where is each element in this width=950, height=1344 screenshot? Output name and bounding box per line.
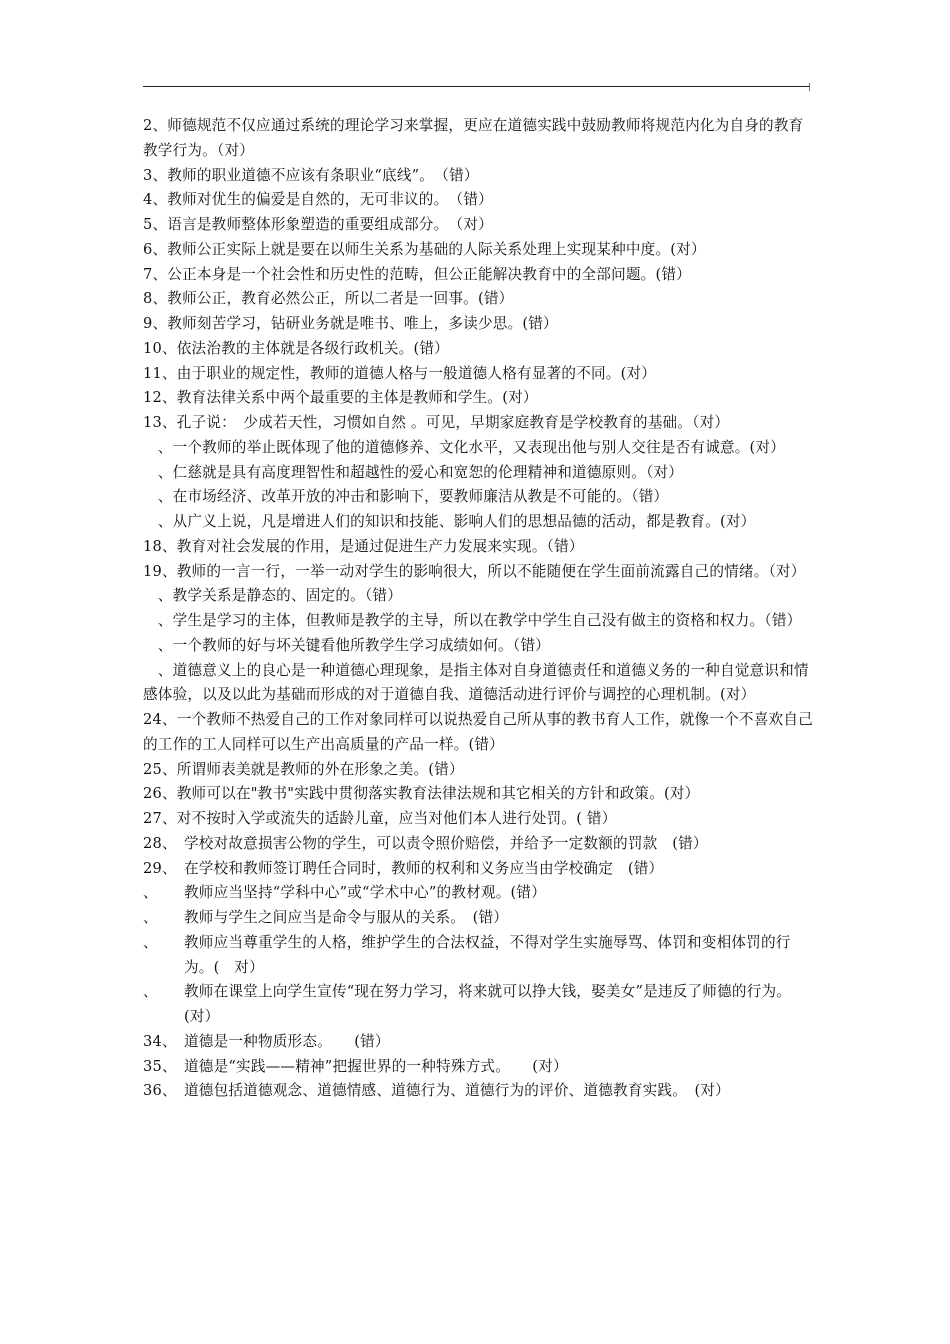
item-number: 、: [143, 884, 158, 902]
item-number: 、: [143, 488, 173, 506]
item-text: 道德是“实践——精神”把握世界的一种特殊方式。 (对）: [184, 1057, 568, 1075]
list-item: [143, 906, 813, 931]
item-number: 3、: [143, 166, 168, 184]
item-number: 25、: [143, 760, 177, 778]
item-number: 、: [143, 636, 173, 654]
list-item: [143, 609, 813, 634]
item-text: 教师对优生的偏爱是自然的，无可非议的。 （错）: [167, 191, 493, 209]
item-number: 6、: [143, 240, 168, 258]
list-item: [143, 634, 813, 659]
item-text: 语言是教师整体形象塑造的重要组成部分。 （对）: [167, 216, 493, 233]
item-text: 由于职业的规定性，教师的道德人格与一般道德人格有显著的不同。(对）: [176, 364, 657, 382]
list-item: [143, 535, 813, 560]
list-item: [143, 857, 813, 882]
item-number: 24、: [143, 711, 177, 728]
list-item: [143, 782, 813, 807]
item-number: 19、: [143, 562, 177, 580]
item-number: 34、: [143, 1032, 177, 1050]
list-item: [143, 312, 813, 337]
list-item: [143, 164, 813, 189]
list-item: [143, 832, 813, 857]
item-text: 教师可以在"教书"实践中贯彻落实教育法律法规和其它相关的方针和政策。(对）: [176, 785, 700, 803]
item-number: 、: [143, 463, 173, 481]
list-item: [143, 362, 813, 387]
list-item: [143, 263, 813, 288]
item-text: 依法治教的主体就是各级行政机关。(错）: [176, 339, 449, 357]
item-number: 13、: [143, 414, 177, 431]
item-text: 在学校和教师签订聘任合同时，教师的权利和义务应当由学校确定 (错）: [184, 859, 664, 877]
item-text: 道德意义上的良心是一种道德心理现象，是指主体对自身道德责任和道德义务的一种自觉意识和情感体验，以及以此为基础而形成的对于道德自我、道德活动进行评价与调控的心理机制。(对）: [143, 661, 809, 704]
list-item: [143, 980, 813, 1030]
list-item: [143, 1030, 813, 1055]
item-text: 对不按时入学或流失的适龄儿童，应当对他们本人进行处罚。( 错）: [176, 810, 617, 827]
item-text: 一个教师的好与坏关键看他所教学生学习成绩如何。（错）: [172, 636, 550, 654]
item-text: 教师公正实际上就是要在以师生关系为基础的人际关系处理上实现某种中度。(对）: [167, 240, 706, 258]
list-item: [143, 436, 813, 461]
item-number: 18、: [143, 537, 177, 555]
item-number: 、: [143, 661, 173, 679]
item-text: 教师的一言一行，一举一动对学生的影响很大，所以不能随便在学生面前流露自己的情绪。（对）: [176, 562, 806, 580]
list-item: [143, 881, 813, 906]
item-text: 在市场经济、改革开放的冲击和影响下，要教师廉洁从教是不可能的。（错）: [172, 488, 669, 506]
item-text: 教师的职业道德不应该有条职业“底线”。 （错）: [167, 166, 479, 184]
item-number: 9、: [143, 315, 168, 332]
item-text: 公正本身是一个社会性和历史性的范畴，但公正能解决教育中的全部问题。(错）: [167, 265, 691, 283]
item-number: 、: [143, 438, 173, 456]
list-item: [143, 485, 813, 510]
list-item: [143, 931, 813, 981]
item-number: 11、: [143, 364, 177, 382]
item-text: 教师刻苦学习，钻研业务就是唯书、唯上，多读少思。(错）: [167, 315, 558, 332]
item-number: 、: [143, 513, 173, 530]
item-number: 7、: [143, 265, 168, 283]
item-number: 5、: [143, 216, 168, 233]
item-number: 、: [143, 612, 173, 629]
list-item: [143, 659, 813, 709]
item-number: 8、: [143, 290, 168, 308]
item-text: 教师在课堂上向学生宣传“现在努力学习，将来就可以挣大钱，娶美女”是违反了师德的行为。(对）: [184, 983, 792, 1025]
item-text: 教育对社会发展的作用，是通过促进生产力发展来实现。（错）: [176, 537, 584, 555]
item-text: 一个教师不热爱自己的工作对象同样可以说热爱自己所从事的教书育人工作，就像一个不喜欢自己的工作的工人同样可以生产出高质量的产品一样。(错）: [143, 711, 813, 753]
list-item: [143, 287, 813, 312]
item-number: 2、: [143, 117, 168, 134]
item-text: 一个教师的举止既体现了他的道德修养、文化水平，又表现出他与别人交往是否有诚意。(对）: [172, 438, 786, 456]
item-text: 道德是一种物质形态。 (错）: [184, 1032, 390, 1050]
list-item: [143, 188, 813, 213]
header-corner-mark: [809, 83, 810, 91]
item-text: 教师公正，教育必然公正，所以二者是一回事。(错）: [167, 290, 514, 308]
item-number: 26、: [143, 785, 177, 803]
header-rule: [143, 86, 809, 87]
document-body: [143, 114, 813, 1104]
item-number: 、: [143, 983, 158, 1001]
item-text: 学生是学习的主体，但教师是教学的主导，所以在教学中学生自己没有做主的资格和权力。（错）: [172, 612, 802, 629]
item-text: 教学关系是静态的、固定的。（错）: [172, 587, 402, 605]
list-item: [143, 114, 813, 164]
list-item: [143, 1055, 813, 1080]
item-text: 师德规范不仅应通过系统的理论学习来掌握，更应在道德实践中鼓励教师将规范内化为自身的教育教学行为。（对）: [143, 117, 804, 159]
item-number: 、: [143, 909, 158, 926]
list-item: [143, 584, 813, 609]
list-item: [143, 758, 813, 783]
list-item: [143, 238, 813, 263]
item-text: 仁慈就是具有高度理智性和超越性的爱心和宽恕的伦理精神和道德原则。（对）: [172, 463, 684, 481]
list-item: [143, 560, 813, 585]
item-text: 教师应当坚持“学科中心”或“学术中心”的教材观。(错）: [184, 884, 547, 902]
item-text: 道德包括道德观念、道德情感、道德行为、道德行为的评价、道德教育实践。 (对）: [184, 1082, 730, 1100]
item-number: 、: [143, 933, 158, 951]
list-item: [143, 411, 813, 436]
item-text: 孔子说： 少成若天性，习惯如自然 。可见，早期家庭教育是学校教育的基础。（对）: [176, 414, 730, 431]
item-text: 所谓师表美就是教师的外在形象之美。(错）: [176, 760, 464, 778]
item-number: 36、: [143, 1082, 177, 1100]
list-item: [143, 213, 813, 238]
list-item: [143, 807, 813, 832]
item-number: 35、: [143, 1057, 177, 1075]
item-number: 27、: [143, 810, 177, 827]
item-text: 从广义上说，凡是增进人们的知识和技能、影响人们的思想品德的活动，都是教育。(对）: [172, 513, 756, 530]
item-number: 10、: [143, 339, 177, 357]
item-number: 12、: [143, 389, 177, 407]
list-item: [143, 461, 813, 486]
item-number: 28、: [143, 834, 177, 852]
item-text: 教育法律关系中两个最重要的主体是教师和学生。(对）: [176, 389, 538, 407]
item-text: 学校对故意损害公物的学生，可以责令照价赔偿，并给予一定数额的罚款 (错）: [184, 834, 708, 852]
list-item: [143, 337, 813, 362]
list-item: [143, 1079, 813, 1104]
item-number: 、: [143, 587, 173, 605]
item-text: 教师与学生之间应当是命令与服从的关系。 (错）: [184, 909, 509, 926]
item-text: 教师应当尊重学生的人格，维护学生的合法权益，不得对学生实施辱骂、体罚和变相体罚的行为。( 对）: [184, 933, 791, 976]
item-number: 29、: [143, 859, 177, 877]
list-item: [143, 386, 813, 411]
list-item: [143, 510, 813, 535]
item-number: 4、: [143, 191, 168, 209]
list-item: [143, 708, 813, 758]
